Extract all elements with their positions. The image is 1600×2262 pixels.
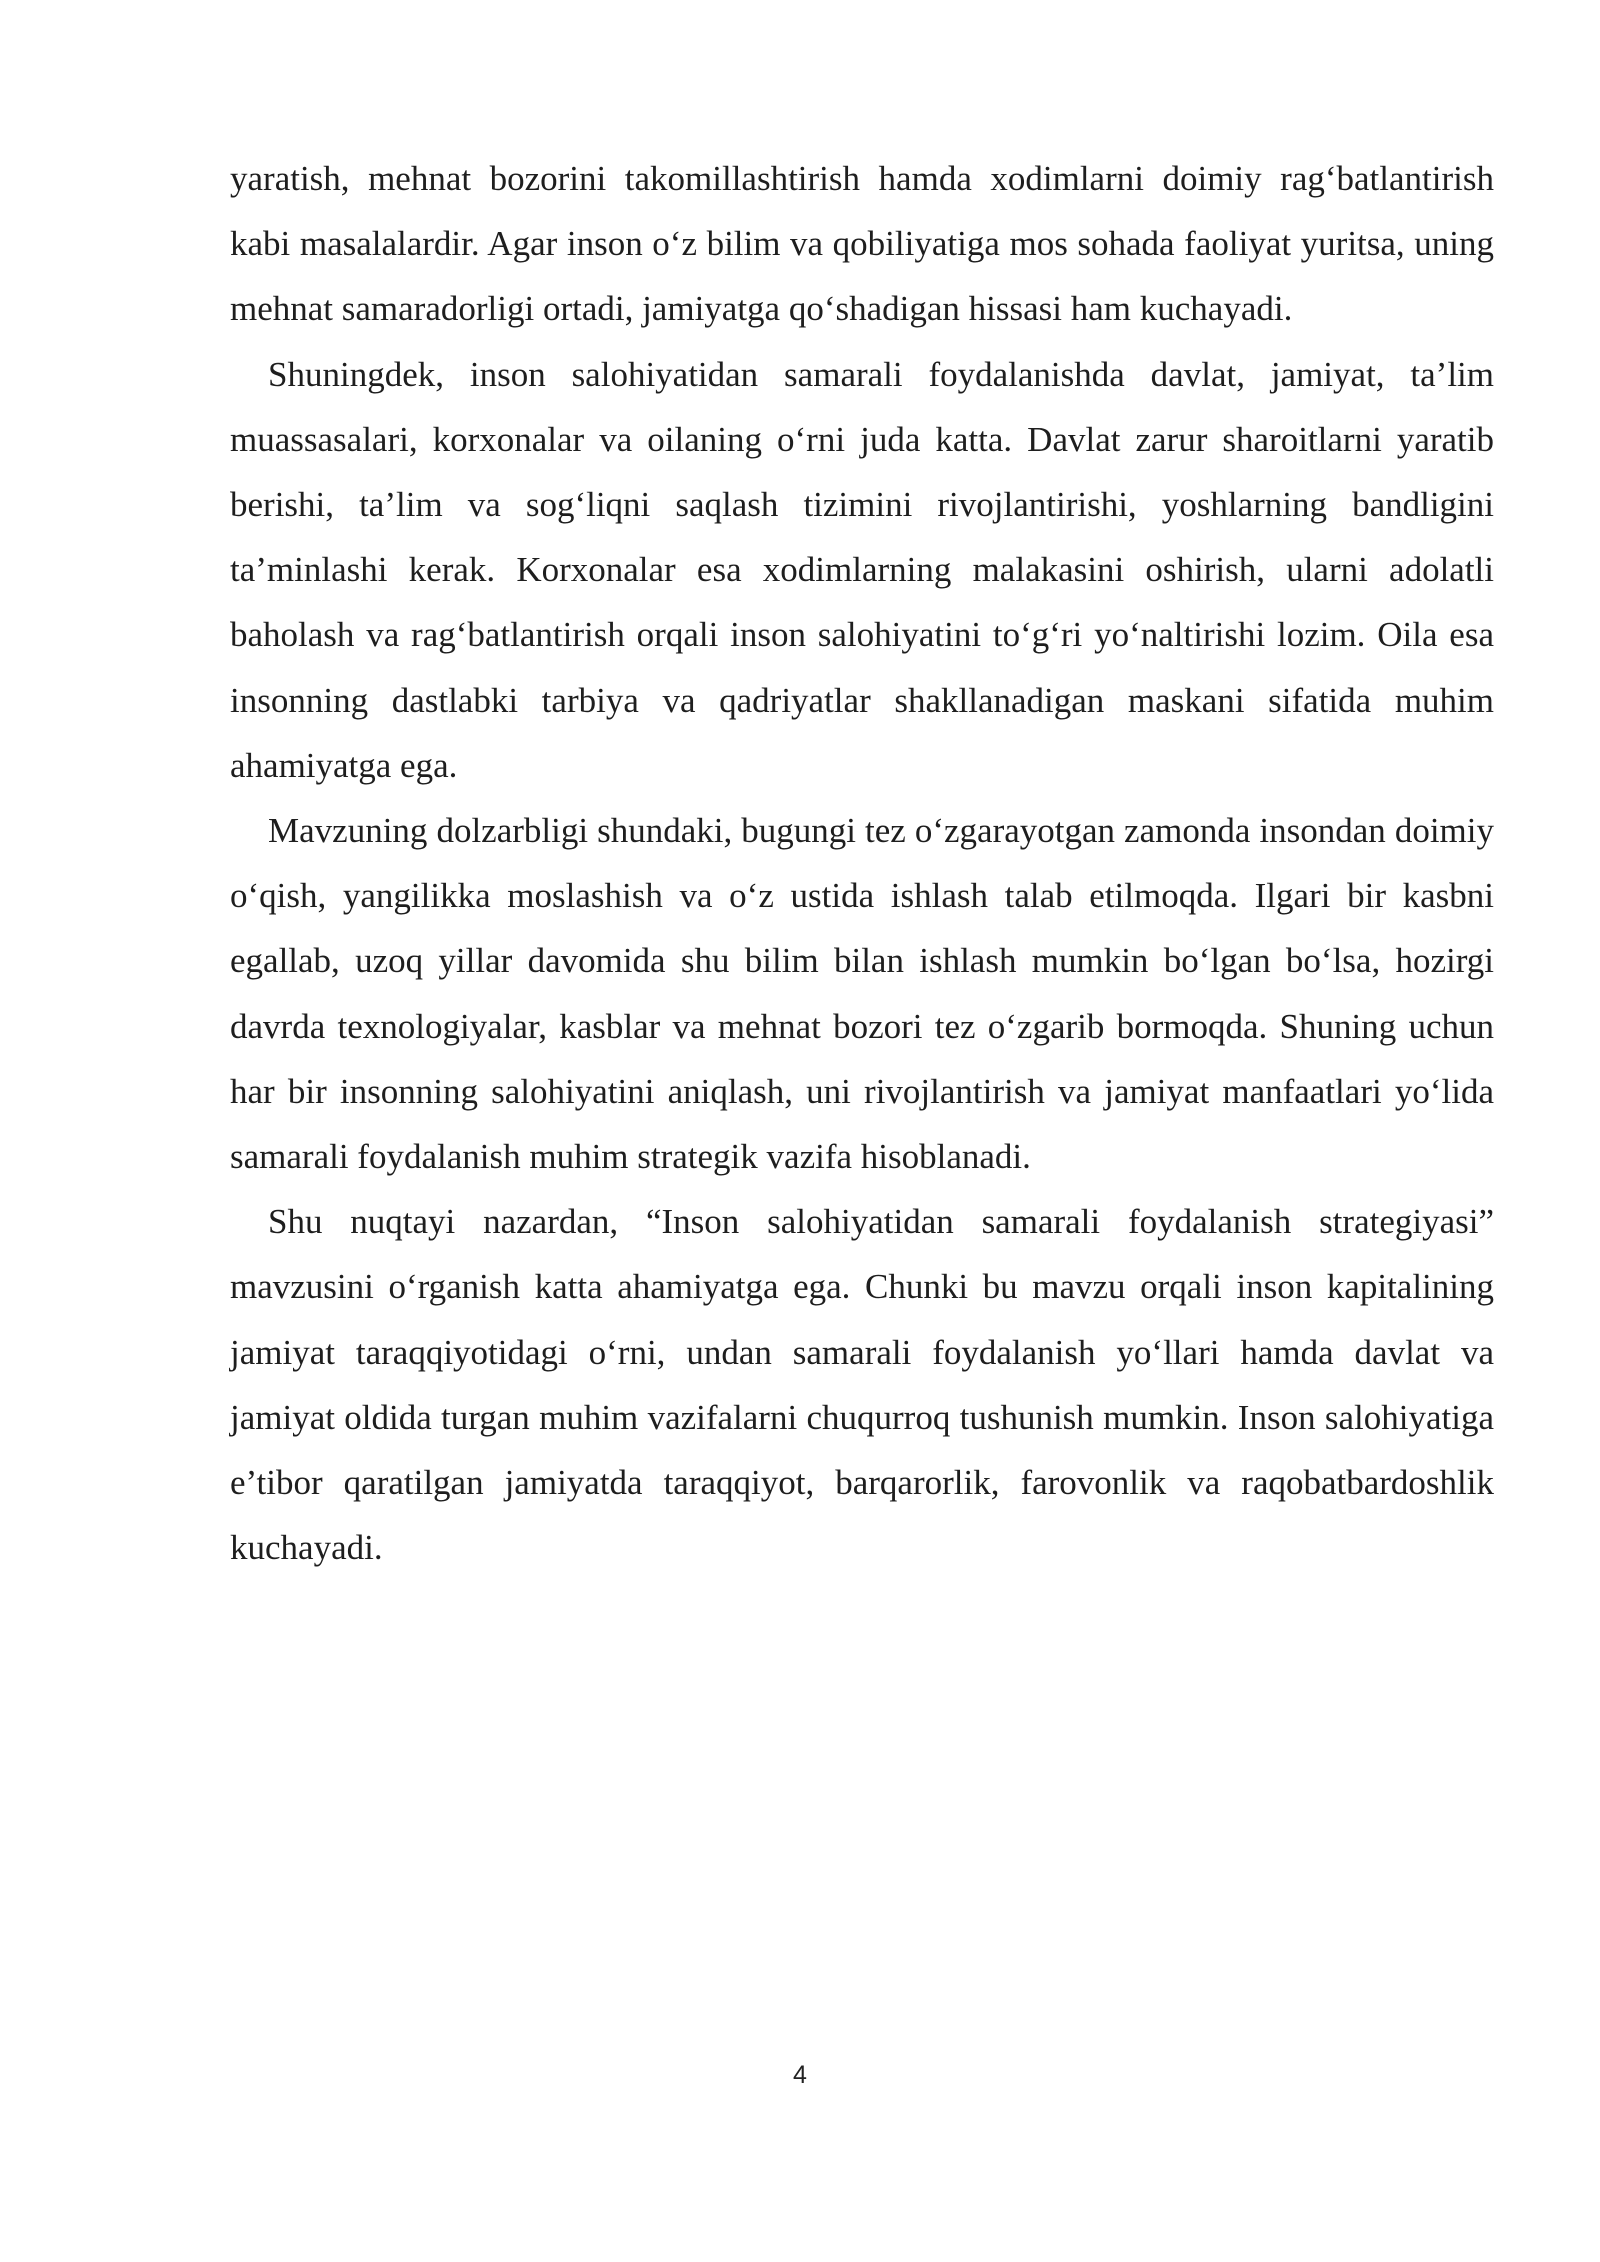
document-body	[230, 146, 1494, 1580]
paragraph: Shu nuqtayi nazardan, “Inson salohiyatidan samarali foydalanish strategiyasi” mavzusini o‘rganish katta ahamiyatga ega. Chunki bu mavzu orqali inson kapitalining jamiyat taraqqiyotidagi o‘rni, undan samarali foydalanish yo‘llari hamda davlat va jamiyat oldida turgan muhim vazifalarni chuqurroq tushunish mumkin. Inson salohiyatiga e’tibor qaratilgan jamiyatda taraqqiyot, barqarorlik, farovonlik va raqobatbardoshlik kuchayadi.	[230, 1202, 1494, 1568]
paragraph: Shuningdek, inson salohiyatidan samarali foydalanishda davlat, jamiyat, ta’lim muassasalari, korxonalar va oilaning o‘rni juda katta. Davlat zarur sharoitlarni yaratib berishi, ta’lim va sog‘liqni saqlash tizimini rivojlantirishi, yoshlarning bandligini ta’minlashi kerak. Korxonalar esa xodimlarning malakasini oshirish, ularni adolatli baholash va rag‘batlantirish orqali inson salohiyatini to‘g‘ri yo‘naltirishi lozim. Oila esa insonning dastlabki tarbiya va qadriyatlar shakllanadigan maskani sifatida muhim ahamiyatga ega.	[230, 354, 1494, 785]
page-number: 4	[793, 2061, 807, 2089]
paragraph-continuation: yaratish, mehnat bozorini takomillashtirish hamda xodimlarni doimiy rag‘batlantirish kabi masalalardir. Agar inson o‘z bilim va qobiliyatiga mos sohada faoliyat yuritsa, uning mehnat samaradorligi ortadi, jamiyatga qo‘shadigan hissasi ham kuchayadi.	[230, 159, 1494, 329]
paragraph: Mavzuning dolzarbligi shundaki, bugungi tez o‘zgarayotgan zamonda insondan doimiy o‘qish, yangilikka moslashish va o‘z ustida ishlash talab etilmoqda. Ilgari bir kasbni egallab, uzoq yillar davomida shu bilim bilan ishlash mumkin bo‘lgan bo‘lsa, hozirgi davrda texnologiyalar, kasblar va mehnat bozori tez o‘zgarib bormoqda. Shuning uchun har bir insonning salohiyatini aniqlash, uni rivojlantirish va jamiyat manfaatlari yo‘lida samarali foydalanish muhim strategik vazifa hisoblanadi.	[230, 811, 1494, 1177]
